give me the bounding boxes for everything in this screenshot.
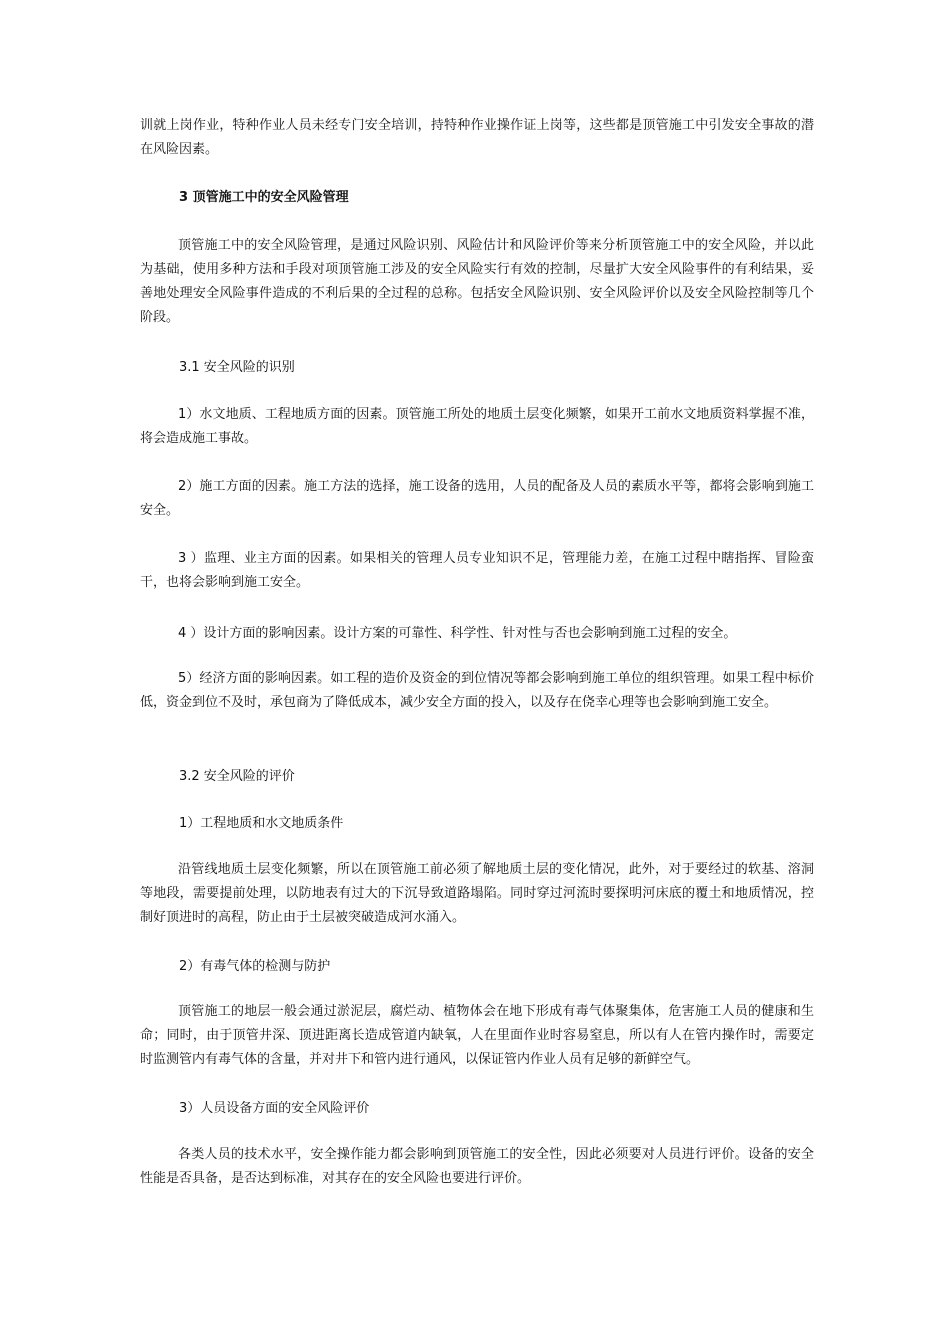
evaluation-paragraph-2: 顶管施工的地层一般会通过淤泥层，腐烂动、植物体会在地下形成有毒气体聚集体，危害施工人员的健康和生命；同时，由于顶管井深、顶进距离长造成管道内缺氧，人在里面作业时容易窒息，所以有人在管内操作时，需要定时监测管内有毒气体的含量，并对井下和管内进行通风，以保证管内作业人员有足够的新鲜空气。 (140, 1004, 814, 1067)
subsection-heading-3-1: 3.1 安全风险的识别 (179, 360, 295, 375)
evaluation-heading-1: 1）工程地质和水文地质条件 (179, 816, 344, 831)
evaluation-heading-2: 2）有毒气体的检测与防护 (179, 959, 331, 974)
subsection-heading-3-2: 3.2 安全风险的评价 (179, 769, 295, 784)
section-heading-3: 3 顶管施工中的安全风险管理 (179, 190, 349, 205)
identification-item-2: 2）施工方面的因素。施工方法的选择，施工设备的选用，人员的配备及人员的素质水平等，都将会影响到施工安全。 (140, 479, 814, 518)
paragraph-risk-management: 顶管施工中的安全风险管理，是通过风险识别、风险估计和风险评价等来分析顶管施工中的安全风险，并以此为基础，使用多种方法和手段对项顶管施工涉及的安全风险实行有效的控制，尽量扩大安全风险事件的有利结果，妥善地处理安全风险事件造成的不利后果的全过程的总称。包括安全风险识别、安全风险评价以及安全风险控制等几个阶段。 (140, 238, 814, 325)
identification-item-3: 3 ）监理、业主方面的因素。如果相关的管理人员专业知识不足，管理能力差，在施工过程中瞎指挥、冒险蛮干，也将会影响到施工安全。 (140, 551, 814, 590)
identification-item-4: 4 ）设计方面的影响因素。设计方案的可靠性、科学性、针对性与否也会影响到施工过程的安全。 (178, 626, 737, 641)
evaluation-paragraph-1: 沿管线地质土层变化频繁，所以在顶管施工前必须了解地质土层的变化情况，此外，对于要经过的软基、溶洞等地段，需要提前处理，以防地表有过大的下沉导致道路塌陷。同时穿过河流时要探明河床底的覆土和地质情况，控制好顶进时的高程，防止由于土层被突破造成河水涌入。 (140, 862, 814, 925)
evaluation-heading-3: 3）人员设备方面的安全风险评价 (179, 1101, 370, 1116)
identification-item-5: 5）经济方面的影响因素。如工程的造价及资金的到位情况等都会影响到施工单位的组织管理。如果工程中标价低，资金到位不及时，承包商为了降低成本，减少安全方面的投入，以及存在侥幸心理等也会影响到施工安全。 (140, 671, 814, 710)
paragraph-continuation: 训就上岗作业，特种作业人员未经专门安全培训，持特种作业操作证上岗等，这些都是顶管施工中引发安全事故的潜在风险因素。 (140, 118, 814, 157)
identification-item-1: 1）水文地质、工程地质方面的因素。顶管施工所处的地质土层变化频繁，如果开工前水文地质资料掌握不准，将会造成施工事故。 (140, 407, 814, 446)
evaluation-paragraph-3: 各类人员的技术水平，安全操作能力都会影响到顶管施工的安全性，因此必须要对人员进行评价。设备的安全性能是否具备，是否达到标准，对其存在的安全风险也要进行评价。 (140, 1147, 814, 1186)
